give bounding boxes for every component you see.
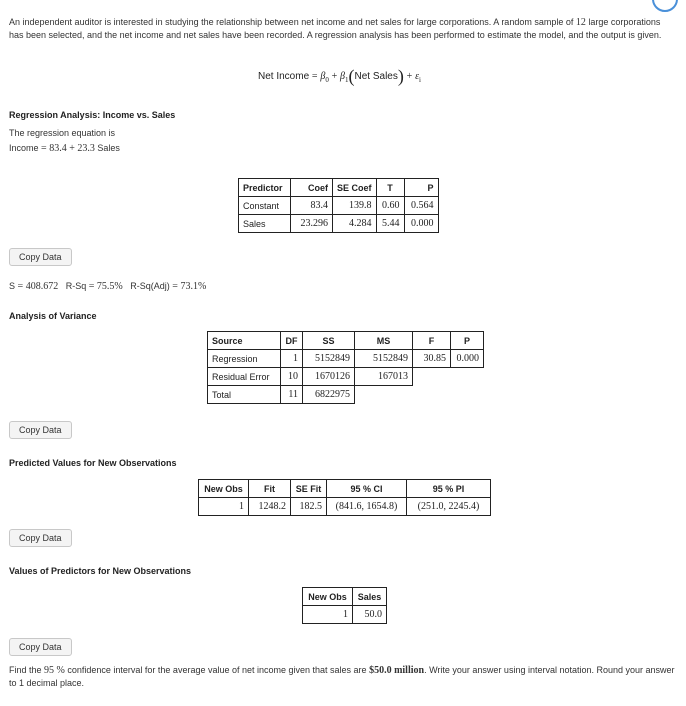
column-header: Predictor <box>239 179 291 197</box>
regression-heading: Regression Analysis: Income vs. Sales <box>9 110 176 120</box>
table-cell: 5.44 <box>376 215 404 233</box>
empty-cell <box>413 368 451 386</box>
column-header: F <box>413 332 451 350</box>
predicted-values-heading: Predicted Values for New Observations <box>9 458 177 468</box>
table-cell: 0.564 <box>404 197 438 215</box>
column-header: Sales <box>353 588 387 606</box>
empty-cell <box>355 386 413 404</box>
table-cell: Regression <box>208 350 281 368</box>
column-header: SS <box>303 332 355 350</box>
table-cell: 182.5 <box>291 498 327 516</box>
table-cell: 0.60 <box>376 197 404 215</box>
table-row <box>208 368 484 386</box>
column-header: New Obs <box>303 588 353 606</box>
table-cell: 6822975 <box>303 386 355 404</box>
table-cell: 23.296 <box>291 215 333 233</box>
table-cell: 1 <box>281 350 303 368</box>
question-text: Find the 95 % confidence interval for the average value of net income given that sales are $50.0 million. Write your answer using interval notation. Round your answer to 1 decimal place. <box>9 665 675 688</box>
column-header: SE Coef <box>333 179 377 197</box>
column-header: SE Fit <box>291 480 327 498</box>
table-cell: 30.85 <box>413 350 451 368</box>
table-header-row <box>208 332 484 350</box>
predictor-values-table <box>302 587 387 624</box>
empty-cell <box>413 386 451 404</box>
column-header: Source <box>208 332 281 350</box>
table-cell: Sales <box>239 215 291 233</box>
table-cell: (251.0, 2245.4) <box>407 498 491 516</box>
table-cell: Residual Error <box>208 368 281 386</box>
table-cell: Constant <box>239 197 291 215</box>
copy-data-button-coefficients[interactable]: Copy Data <box>9 248 72 266</box>
anova-table <box>207 331 484 404</box>
column-header: New Obs <box>199 480 249 498</box>
table-cell: 5152849 <box>303 350 355 368</box>
coefficient-table <box>238 178 439 233</box>
table-row <box>303 606 387 624</box>
column-header: 95 % PI <box>407 480 491 498</box>
table-cell: 0.000 <box>451 350 484 368</box>
column-header: T <box>376 179 404 197</box>
copy-data-button-anova[interactable]: Copy Data <box>9 421 72 439</box>
column-header: Fit <box>249 480 291 498</box>
anova-heading: Analysis of Variance <box>9 311 97 321</box>
table-row <box>239 215 439 233</box>
table-cell: 1248.2 <box>249 498 291 516</box>
table-cell: 10 <box>281 368 303 386</box>
table-header-row <box>199 480 491 498</box>
table-cell: (841.6, 1654.8) <box>327 498 407 516</box>
table-cell: 1 <box>199 498 249 516</box>
table-cell: 1 <box>303 606 353 624</box>
predictor-values-heading: Values of Predictors for New Observations <box>9 566 192 576</box>
empty-cell <box>451 368 484 386</box>
column-header: Coef <box>291 179 333 197</box>
problem-intro: An independent auditor is interested in studying the relationship between net income and net sales for large corporations. A random sample of 12 large corporations has been selected, and the net income and net sales have been recorded. A regression analysis has been performed to estimate the model, and the output is given. <box>9 17 662 40</box>
empty-cell <box>451 386 484 404</box>
copy-data-button-predicted[interactable]: Copy Data <box>9 529 72 547</box>
column-header: P <box>404 179 438 197</box>
table-cell: 167013 <box>355 368 413 386</box>
table-row <box>208 386 484 404</box>
table-row <box>239 197 439 215</box>
table-cell: 5152849 <box>355 350 413 368</box>
column-header: P <box>451 332 484 350</box>
table-cell: 11 <box>281 386 303 404</box>
table-row <box>208 350 484 368</box>
regression-equation-label: The regression equation is <box>9 128 116 138</box>
header-circle-icon <box>652 0 678 12</box>
table-cell: Total <box>208 386 281 404</box>
regression-equation: Income = 83.4 + 23.3 Sales <box>9 143 120 154</box>
copy-data-button-predictors[interactable]: Copy Data <box>9 638 72 656</box>
column-header: MS <box>355 332 413 350</box>
fit-statistics: S = 408.672 R-Sq = 75.5% R-Sq(Adj) = 73.1% <box>9 281 207 292</box>
table-cell: 4.284 <box>333 215 377 233</box>
table-cell: 50.0 <box>353 606 387 624</box>
predicted-values-table <box>198 479 491 516</box>
table-cell: 83.4 <box>291 197 333 215</box>
table-row <box>199 498 491 516</box>
column-header: DF <box>281 332 303 350</box>
table-cell: 1670126 <box>303 368 355 386</box>
table-header-row <box>303 588 387 606</box>
column-header: 95 % CI <box>327 480 407 498</box>
table-cell: 139.8 <box>333 197 377 215</box>
model-equation: Net Income = $\beta_0 + \beta_1(Net$ Sales) + $\varepsilon_i$ <box>258 66 421 86</box>
table-cell: 0.000 <box>404 215 438 233</box>
table-header-row <box>239 179 439 197</box>
